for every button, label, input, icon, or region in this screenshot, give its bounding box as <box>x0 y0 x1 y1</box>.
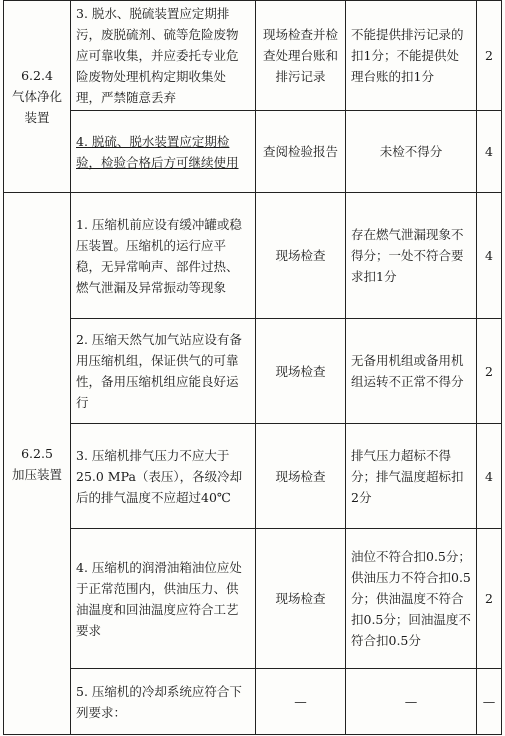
requirement-cell: 2. 压缩天然气加气站应设有备用压缩机组，保证供气的可靠性，备用压缩机组应能良好运行 <box>71 319 256 424</box>
table-row <box>4 193 502 319</box>
method-cell: 现场检查 <box>256 424 346 529</box>
table-row <box>4 424 502 529</box>
scoring-cell: 无备用机组或备用机组运转不正常不得分 <box>346 319 477 424</box>
section-code: 6.2.5 <box>21 445 53 461</box>
points-cell: 4 <box>477 193 502 319</box>
method-cell: — <box>256 669 346 735</box>
table-row <box>4 319 502 424</box>
requirement-cell: 4. 压缩机的润滑油箱油位应处于正常范围内，供油压力、供油温度和回油温度应符合工艺要求 <box>71 529 256 669</box>
requirement-cell: 1. 压缩机前应设有缓冲罐或稳压装置。压缩机的运行应平稳，无异常响声、部件过热、燃气泄漏及异常振动等现象 <box>71 193 256 319</box>
table-row <box>4 669 502 735</box>
requirement-cell: 3. 脱水、脱硫装置应定期排污，废脱硫剂、硫等危险废物应可靠收集，并应委托专业危险废物处理机构定期收集处理，严禁随意丢弃 <box>71 1 256 111</box>
scoring-cell: 存在燃气泄漏现象不得分；一处不符合要求扣1分 <box>346 193 477 319</box>
points-cell: 2 <box>477 319 502 424</box>
section-code: 6.2.4 <box>21 68 53 83</box>
scoring-cell: 不能提供排污记录的扣1分；不能提供处理台账的扣1分 <box>346 1 477 111</box>
method-cell: 现场检查 <box>256 193 346 319</box>
points-cell: 4 <box>477 111 502 193</box>
requirement-cell: 3. 压缩机排气压力不应大于25.0 MPa（表压），各级冷却后的排气温度不应超过40℃ <box>71 424 256 529</box>
scoring-cell: 排气压力超标不得分；排气温度超标扣2分 <box>346 424 477 529</box>
section-cell <box>4 1 71 193</box>
points-cell: — <box>477 669 502 735</box>
method-cell: 现场检查并检查处理台账和排污记录 <box>256 1 346 111</box>
scoring-cell: 油位不符合扣0.5分；供油压力不符合扣0.5分；供油温度不符合扣0.5分；回油温度不符合扣0.5分 <box>346 529 477 669</box>
method-cell: 现场检查 <box>256 319 346 424</box>
requirement-cell: 4. 脱硫、脱水装置应定期检验，检验合格后方可继续使用 <box>76 133 239 170</box>
table-row <box>4 111 502 193</box>
scoring-cell: 未检不得分 <box>346 111 477 193</box>
scoring-cell: — <box>346 669 477 735</box>
method-cell: 现场检查 <box>256 529 346 669</box>
section-name: 加压装置 <box>11 466 62 482</box>
table-row <box>4 529 502 669</box>
points-cell: 2 <box>477 529 502 669</box>
method-cell: 查阅检验报告 <box>256 111 346 193</box>
inspection-table <box>3 0 502 735</box>
points-cell: 2 <box>477 1 502 111</box>
requirement-cell: 5. 压缩机的冷却系统应符合下列要求： <box>71 669 256 735</box>
table-row <box>4 1 502 111</box>
section-cell <box>4 193 71 735</box>
points-cell: 4 <box>477 424 502 529</box>
section-name: 气体净化装置 <box>11 89 62 125</box>
